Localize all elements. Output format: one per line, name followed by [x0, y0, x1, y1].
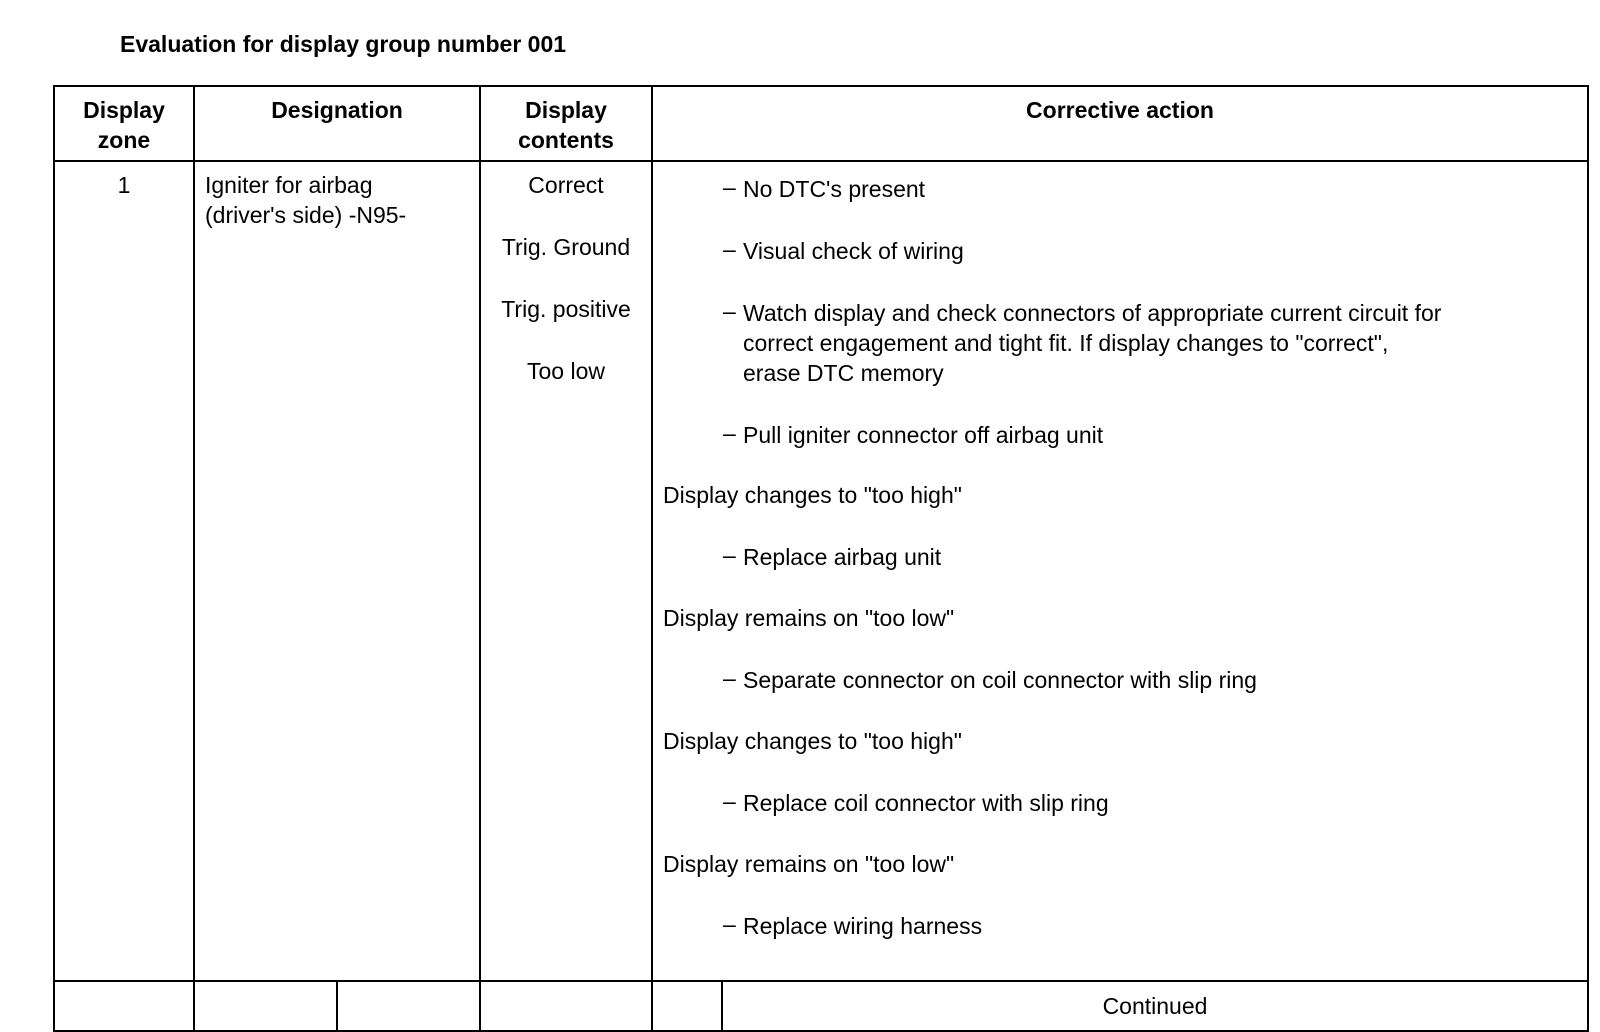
designation-line: (driver's side) -N95-	[205, 202, 407, 228]
header-designation: Designation	[194, 86, 480, 161]
corrective-step-text: Replace wiring harness	[743, 913, 983, 939]
footer-empty-cell	[480, 981, 652, 1031]
table-footer-row	[54, 981, 1588, 1031]
dash-bullet: –	[723, 174, 736, 200]
dash-bullet: –	[723, 420, 736, 446]
display-content-item: Too low	[527, 358, 605, 384]
corrective-step-text: Separate connector on coil connector with slip ring	[743, 667, 1257, 693]
header-display-zone: Display zone	[54, 86, 194, 161]
display-zone-cell: 1	[54, 161, 194, 981]
corrective-step-line: Watch display and check connectors of appropriate current circuit for	[743, 300, 1442, 326]
table-header-row	[54, 86, 1588, 161]
display-result-note: Display remains on "too low"	[663, 851, 955, 877]
corrective-step	[723, 236, 1577, 266]
dash-bullet: –	[723, 911, 736, 937]
corrective-step	[723, 788, 1577, 818]
corrective-step-line: erase DTC memory	[743, 360, 944, 386]
corrective-step-line: correct engagement and tight fit. If display changes to "correct",	[743, 330, 1389, 356]
footer-empty-cell	[652, 981, 722, 1031]
dash-bullet: –	[723, 542, 736, 568]
dash-bullet: –	[723, 665, 736, 691]
table-row	[54, 161, 1588, 981]
display-content-item: Trig. Ground	[501, 234, 631, 260]
corrective-action-list	[653, 162, 1587, 962]
dash-bullet: –	[723, 788, 736, 814]
corrective-step	[723, 542, 1577, 572]
corrective-step-text: Replace coil connector with slip ring	[743, 790, 1109, 816]
corrective-step-text: No DTC's present	[743, 176, 926, 202]
corrective-step-text: Visual check of wiring	[743, 238, 964, 264]
corrective-step	[723, 911, 1577, 941]
corrective-step-text: Replace airbag unit	[743, 544, 942, 570]
corrective-step	[723, 665, 1577, 695]
corrective-action-cell	[652, 161, 1588, 981]
footer-empty-cell	[54, 981, 194, 1031]
designation-cell	[194, 161, 480, 981]
corrective-step	[723, 174, 1577, 204]
display-result-note: Display changes to "too high"	[663, 728, 962, 754]
corrective-step	[723, 420, 1577, 450]
display-result-note: Display remains on "too low"	[663, 605, 955, 631]
dash-bullet: –	[723, 236, 736, 262]
page-title: Evaluation for display group number 001	[120, 31, 567, 57]
display-content-item: Trig. positive	[501, 296, 631, 322]
footer-empty-cell	[194, 981, 337, 1031]
display-result-note: Display changes to "too high"	[663, 482, 962, 508]
continued-label: Continued	[722, 981, 1588, 1031]
dash-bullet: –	[723, 298, 736, 324]
display-content-item: Correct	[528, 172, 604, 198]
header-corrective-action: Corrective action	[652, 86, 1588, 161]
display-contents-cell	[480, 161, 652, 981]
corrective-step	[723, 298, 1577, 388]
designation-line: Igniter for airbag	[205, 172, 373, 198]
header-display-contents: Display contents	[480, 86, 652, 161]
evaluation-table	[53, 85, 1589, 1032]
footer-empty-cell	[337, 981, 480, 1031]
corrective-step-text: Pull igniter connector off airbag unit	[743, 422, 1104, 448]
